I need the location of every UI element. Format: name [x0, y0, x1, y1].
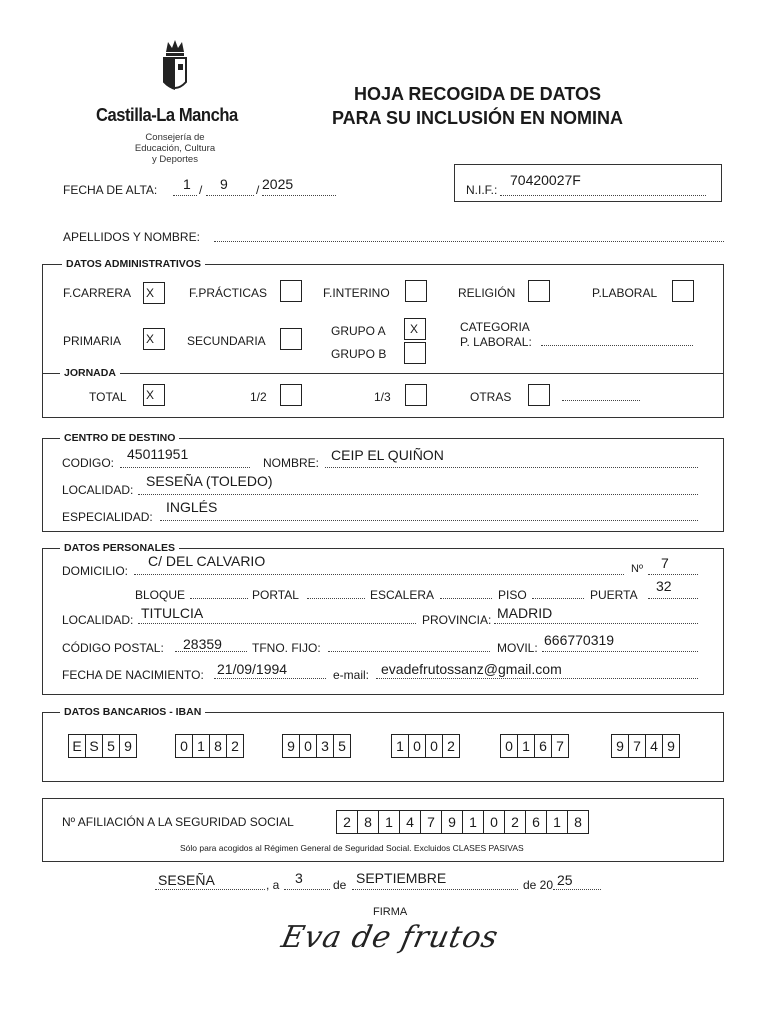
iban-digit: 7 [628, 734, 646, 758]
dept-line-2: Educación, Cultura [134, 143, 216, 154]
escalera-label: ESCALERA [370, 588, 435, 602]
tfno-field[interactable] [328, 651, 490, 652]
iban-digit: 9 [611, 734, 629, 758]
cp-label: CÓDIGO POSTAL: [62, 641, 164, 655]
grupo-b-checkbox[interactable] [404, 342, 426, 364]
iban-digit: 9 [119, 734, 137, 758]
iban-digit: E [68, 734, 86, 758]
iban-group-4[interactable] [391, 734, 460, 758]
movil-value[interactable]: 666770319 [544, 632, 615, 648]
iban-digit: 0 [299, 734, 317, 758]
portal-label: PORTAL [252, 588, 299, 602]
localidad-value[interactable]: TITULCIA [141, 605, 204, 621]
iban-group-3[interactable] [282, 734, 351, 758]
firma-de-1: de [333, 878, 347, 892]
date-sep-1: / [199, 183, 203, 197]
firma-a: , a [266, 878, 280, 892]
iban-digit: 9 [662, 734, 680, 758]
iban-digit: 1 [192, 734, 210, 758]
seguridad-note: Sólo para acogidos al Régimen General de Seguridad Social. Excluidos CLASES PASIVAS [180, 843, 524, 853]
tfno-label: TFNO. FIJO: [252, 641, 321, 655]
nacimiento-label: FECHA DE NACIMIENTO: [62, 668, 204, 682]
otras-label: OTRAS [470, 390, 512, 404]
total-label: TOTAL [89, 390, 127, 404]
iban-group-2[interactable] [175, 734, 244, 758]
title-line-2: PARA SU INCLUSIÓN EN NOMINA [331, 108, 623, 128]
iban-digit: 5 [102, 734, 120, 758]
fecha-alta-month[interactable]: 9 [220, 176, 228, 192]
nif-value[interactable]: 70420027F [510, 172, 581, 188]
numero-label: Nº [631, 563, 643, 575]
numero-value[interactable]: 7 [661, 555, 669, 571]
iban-digit: 4 [645, 734, 663, 758]
firma-year[interactable]: 25 [557, 872, 573, 888]
iban-digit: 8 [209, 734, 227, 758]
seguridad-digit: 2 [336, 810, 358, 834]
localidad-centro-value[interactable]: SESEÑA (TOLEDO) [146, 473, 273, 489]
grupo-b-label: GRUPO B [331, 347, 387, 361]
iban-digit: 1 [391, 734, 409, 758]
iban-digit: 5 [333, 734, 351, 758]
iban-digit: 0 [175, 734, 193, 758]
iban-digit: 3 [316, 734, 334, 758]
seguridad-digit: 1 [462, 810, 484, 834]
iban-digit: S [85, 734, 103, 758]
domicilio-label: DOMICILIO: [62, 564, 129, 578]
seguridad-digit: 6 [525, 810, 547, 834]
nif-label: N.I.F.: [466, 183, 498, 197]
iban-digit: 2 [442, 734, 460, 758]
half-checkbox[interactable] [280, 384, 302, 406]
personales-title: DATOS PERSONALES [60, 542, 179, 554]
email-label: e-mail: [333, 668, 370, 682]
primaria-label: PRIMARIA [63, 334, 122, 348]
date-sep-2: / [256, 183, 260, 197]
bloque-field[interactable] [190, 598, 248, 599]
movil-label: MOVIL: [497, 641, 538, 655]
f-carrera-checkbox[interactable]: X [143, 282, 165, 304]
primaria-checkbox[interactable]: X [143, 328, 165, 350]
seguridad-digit: 8 [567, 810, 589, 834]
third-label: 1/3 [374, 390, 391, 404]
iban-digit: 0 [408, 734, 426, 758]
centro-title: CENTRO DE DESTINO [60, 432, 179, 444]
especialidad-label: ESPECIALIDAD: [62, 510, 153, 524]
iban-digit: 7 [551, 734, 569, 758]
otras-field[interactable] [562, 400, 640, 401]
apellidos-label: APELLIDOS Y NOMBRE: [63, 230, 200, 244]
third-checkbox[interactable] [405, 384, 427, 406]
domicilio-value[interactable]: C/ DEL CALVARIO [148, 553, 266, 569]
codigo-value[interactable]: 45011951 [127, 446, 189, 462]
p-laboral-label: P.LABORAL [592, 286, 658, 300]
puerta-value[interactable]: 32 [656, 578, 672, 594]
iban-digit: 0 [500, 734, 518, 758]
nombre-value[interactable]: CEIP EL QUIÑON [331, 447, 444, 463]
firma-label: FIRMA [373, 906, 408, 918]
categoria-label: CATEGORIA [460, 320, 530, 334]
portal-field[interactable] [307, 598, 365, 599]
secundaria-label: SECUNDARIA [187, 334, 266, 348]
jornada-title: JORNADA [60, 367, 120, 379]
iban-digit: 0 [425, 734, 443, 758]
piso-field[interactable] [532, 598, 584, 599]
iban-digit: 1 [517, 734, 535, 758]
firma-de-2: de 20 [523, 878, 554, 892]
seguridad-digit: 4 [399, 810, 421, 834]
codigo-label: CODIGO: [62, 456, 115, 470]
bancarios-title: DATOS BANCARIOS - IBAN [60, 706, 205, 718]
seguridad-label: Nº AFILIACIÓN A LA SEGURIDAD SOCIAL [62, 815, 294, 829]
seguridad-digit: 0 [483, 810, 505, 834]
iban-group-1[interactable] [68, 734, 137, 758]
p-laboral-cat-label: P. LABORAL: [460, 335, 532, 349]
piso-label: PISO [498, 588, 527, 602]
f-interino-checkbox[interactable] [405, 280, 427, 302]
administrativos-title: DATOS ADMINISTRATIVOS [62, 258, 205, 270]
logo-name: Castilla-La Mancha [96, 105, 238, 125]
firma-place[interactable]: SESEÑA [158, 872, 215, 888]
seguridad-digit: 1 [378, 810, 400, 834]
f-practicas-checkbox[interactable] [280, 280, 302, 302]
religion-label: RELIGIÓN [458, 286, 516, 300]
fecha-alta-label: FECHA DE ALTA: [63, 183, 158, 197]
iban-group-6[interactable] [611, 734, 680, 758]
categoria-field[interactable] [541, 345, 693, 346]
iban-digit: 9 [282, 734, 300, 758]
dept-line-3: y Deportes [152, 154, 198, 165]
iban-digit: 2 [226, 734, 244, 758]
seguridad-digit: 1 [546, 810, 568, 834]
firma-month[interactable]: SEPTIEMBRE [356, 870, 447, 886]
firma-day[interactable]: 3 [295, 870, 303, 886]
fecha-alta-year[interactable]: 2025 [262, 176, 294, 192]
apellidos-field[interactable] [214, 241, 724, 242]
localidad-label: LOCALIDAD: [62, 613, 134, 627]
dept-line-1: Consejería de [145, 132, 205, 143]
f-practicas-label: F.PRÁCTICAS [189, 286, 268, 300]
seguridad-digit: 2 [504, 810, 526, 834]
f-interino-label: F.INTERINO [323, 286, 390, 300]
iban-digit: 6 [534, 734, 552, 758]
puerta-label: PUERTA [590, 588, 638, 602]
cp-value[interactable]: 28359 [183, 636, 222, 652]
signature: Eva de frutos [278, 920, 502, 955]
religion-checkbox[interactable] [528, 280, 550, 302]
otras-checkbox[interactable] [528, 384, 550, 406]
coat-of-arms-icon [158, 38, 192, 98]
localidad-centro-label: LOCALIDAD: [62, 483, 134, 497]
seguridad-digit: 9 [441, 810, 463, 834]
grupo-a-label: GRUPO A [331, 324, 386, 338]
escalera-field[interactable] [440, 598, 492, 599]
bloque-label: BLOQUE [135, 588, 186, 602]
half-label: 1/2 [250, 390, 267, 404]
nacimiento-value[interactable]: 21/09/1994 [217, 661, 288, 677]
provincia-label: PROVINCIA: [422, 613, 492, 627]
document-title [300, 82, 655, 130]
fecha-alta-day[interactable]: 1 [183, 176, 191, 192]
grupo-a-checkbox[interactable]: X [404, 318, 426, 340]
seguridad-digit: 7 [420, 810, 442, 834]
total-checkbox[interactable]: X [143, 384, 165, 406]
email-value[interactable]: evadefrutossanz@gmail.com [381, 661, 562, 677]
p-laboral-checkbox[interactable] [672, 280, 694, 302]
secundaria-checkbox[interactable] [280, 328, 302, 350]
title-line-1: HOJA RECOGIDA DE DATOS [353, 84, 602, 104]
seguridad-digit: 8 [357, 810, 379, 834]
especialidad-value[interactable]: INGLÉS [166, 499, 218, 515]
iban-group-5[interactable] [500, 734, 569, 758]
f-carrera-label: F.CARRERA [63, 286, 132, 300]
seguridad-number[interactable] [336, 810, 589, 834]
provincia-value[interactable]: MADRID [497, 605, 553, 621]
nombre-label: NOMBRE: [263, 456, 320, 470]
